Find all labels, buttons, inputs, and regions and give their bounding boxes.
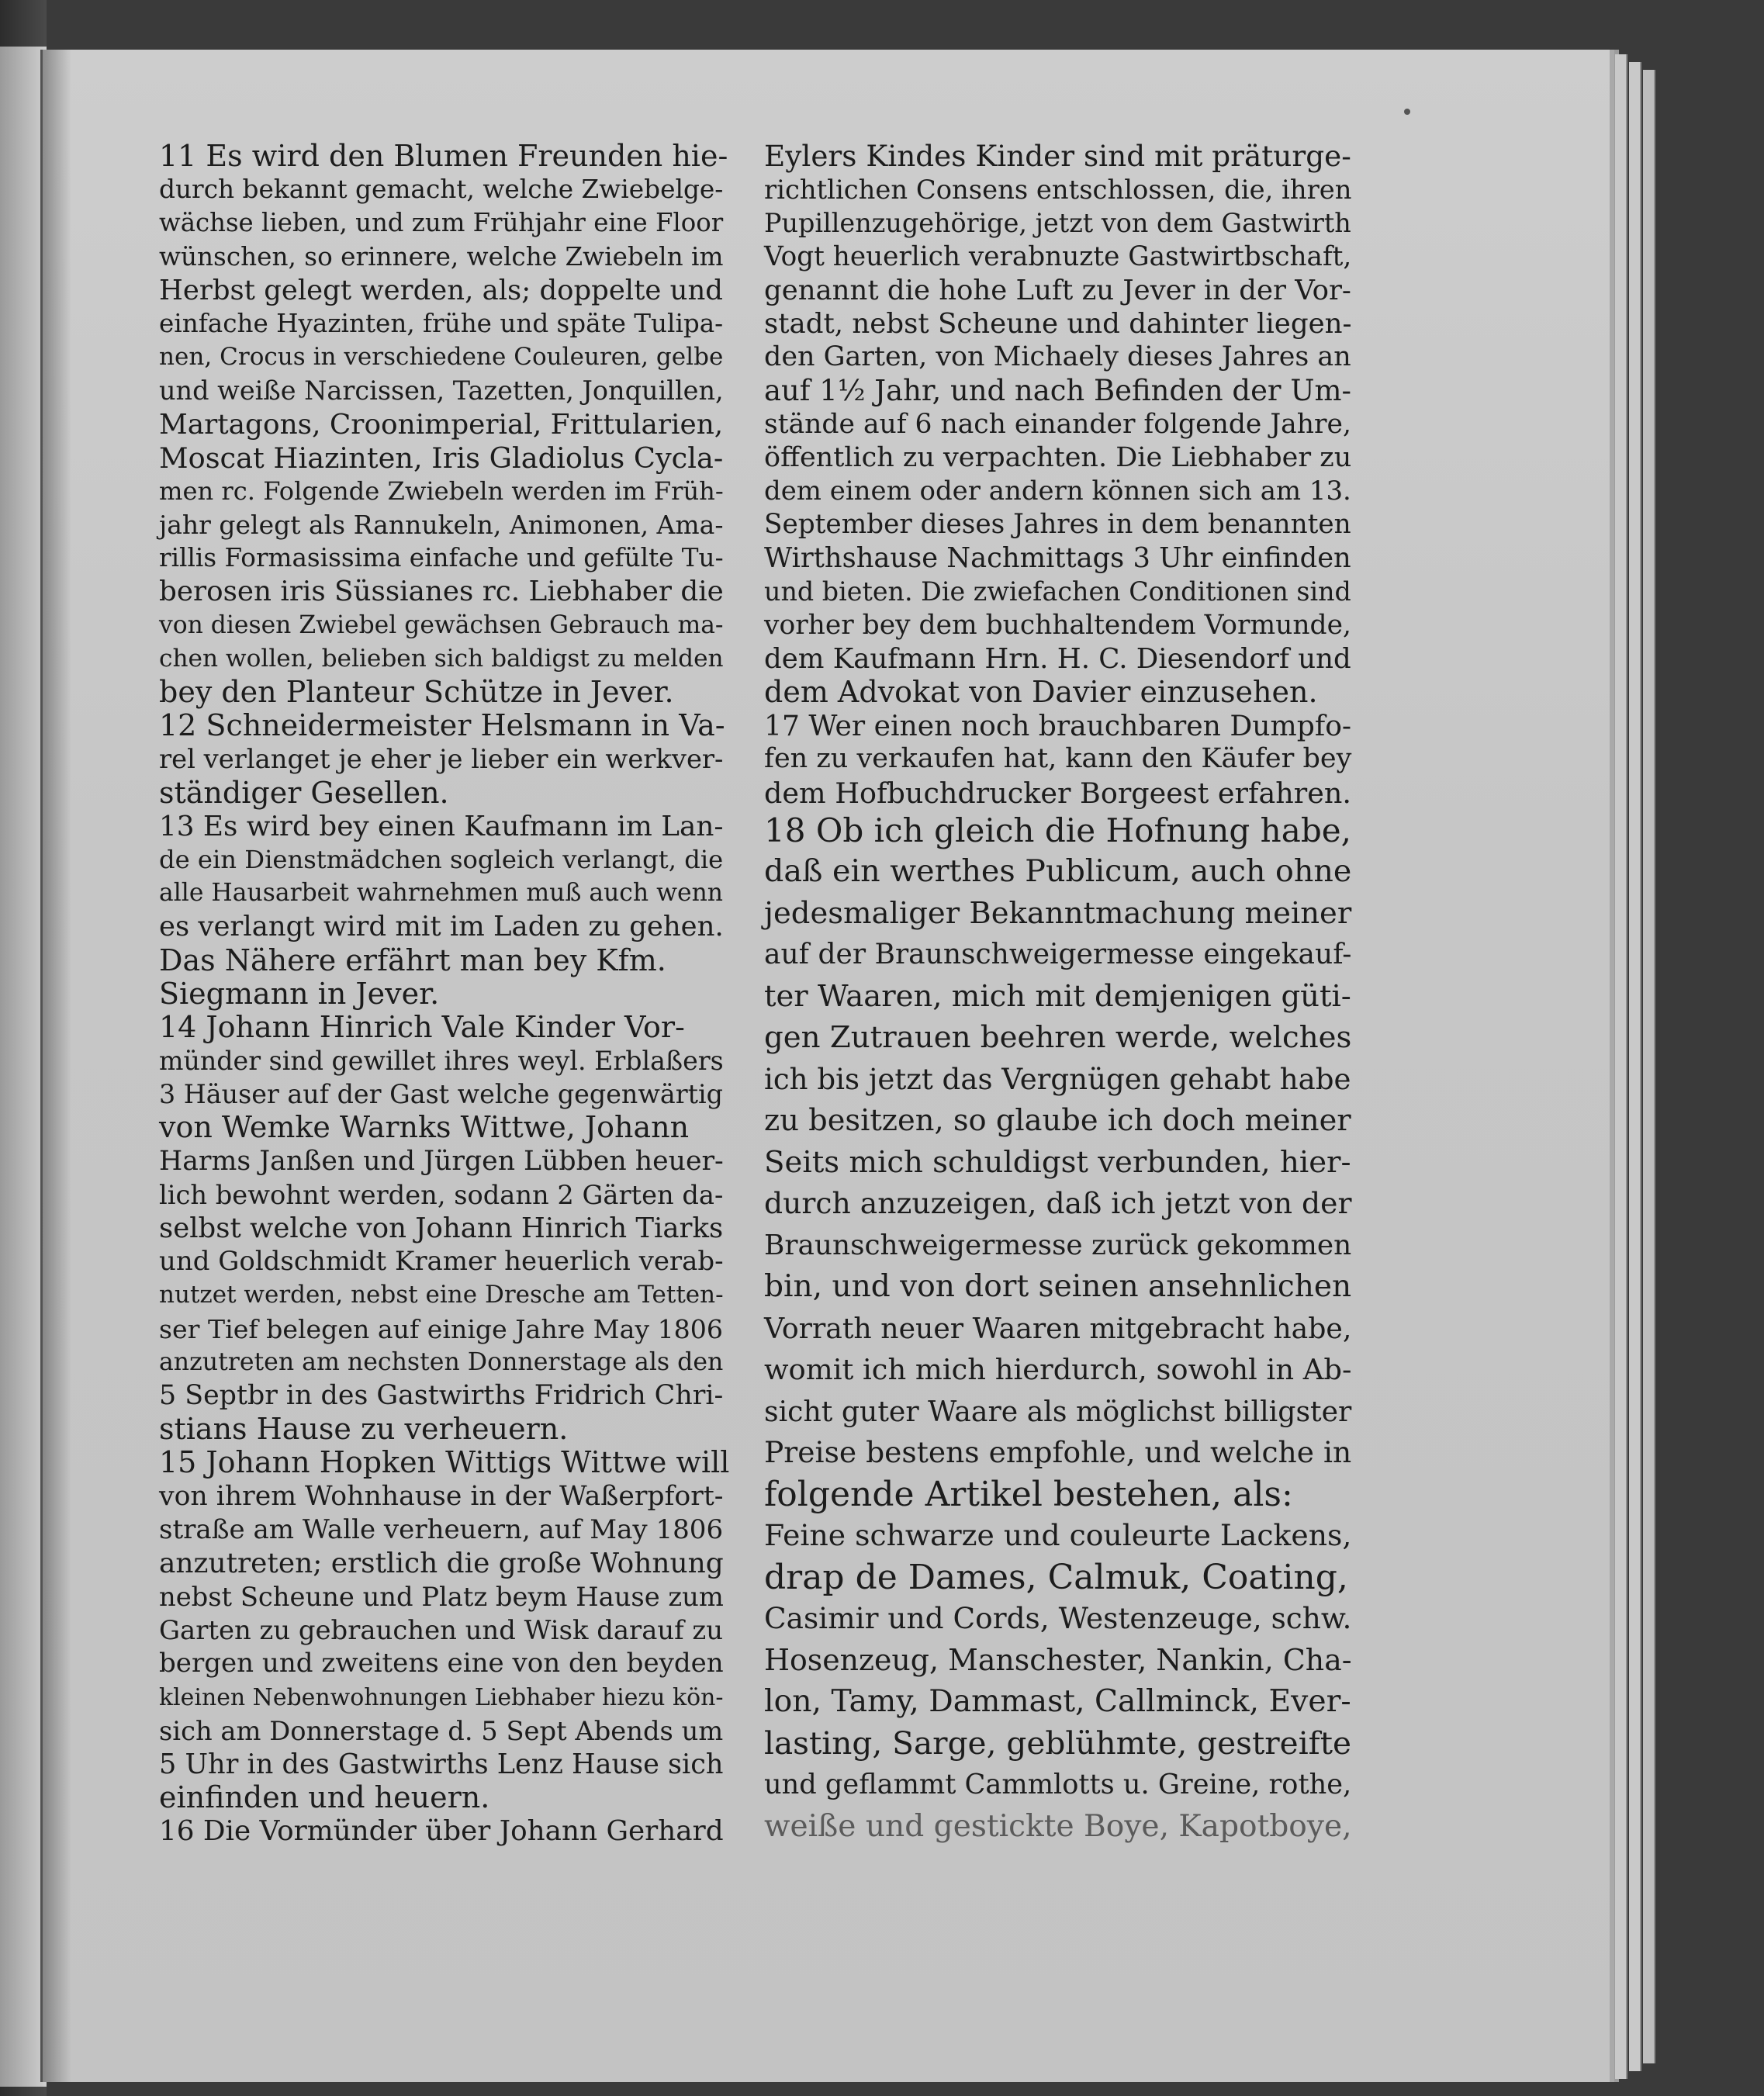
text-line: womit ich mich hierdurch, sowohl in Ab- <box>764 1353 1352 1387</box>
page-stack-edge <box>1615 54 1627 2079</box>
text-line: bergen und zweitens eine von den beyden <box>159 1648 724 1679</box>
text-line: sicht guter Waare als möglichst billigster <box>764 1394 1352 1428</box>
text-line: nutzet werden, nebst eine Dresche am Tetten- <box>159 1281 724 1309</box>
text-line: Hosenzeug, Manschester, Nankin, Cha- <box>764 1642 1352 1677</box>
text-line: den Garten, von Michaely dieses Jahres an <box>764 341 1351 373</box>
text-line: 11 Es wird den Blumen Freunden hie- <box>159 139 728 173</box>
text-line: 15 Johann Hopken Wittigs Wittwe will <box>159 1445 730 1480</box>
text-line: Pupillenzugehörige, jetzt von dem Gastwirth <box>764 208 1351 239</box>
previous-page-edge <box>0 47 47 2087</box>
text-line: 18 Ob ich gleich die Hofnung habe, <box>764 811 1352 849</box>
page-stack-edge <box>1629 62 1641 2071</box>
text-line: weiße und gestickte Boye, Kapotboye, <box>764 1808 1352 1844</box>
page-stack-edge <box>1643 70 1655 2063</box>
text-line: Vorrath neuer Waaren mitgebracht habe, <box>764 1311 1352 1345</box>
text-line: wächse lieben, und zum Frühjahr eine Floor <box>159 208 724 238</box>
text-line: von Wemke Warnks Wittwe, Johann <box>159 1110 690 1145</box>
text-line: 14 Johann Hinrich Vale Kinder Vor- <box>159 1009 685 1044</box>
text-line: Garten zu gebrauchen und Wisk darauf zu <box>159 1615 724 1646</box>
text-line: wünschen, so erinnere, welche Zwiebeln im <box>159 241 724 272</box>
text-line: stians Hause zu verheuern. <box>159 1412 569 1447</box>
text-line: gen Zutrauen beehren werde, welches <box>764 1020 1352 1056</box>
page-mark <box>1404 109 1410 115</box>
text-line: lasting, Sarge, geblühmte, gestreifte <box>764 1724 1352 1762</box>
text-line: münder sind gewillet ihres weyl. Erblaßers <box>159 1046 724 1077</box>
text-line: ich bis jetzt das Vergnügen gehabt habe <box>764 1062 1351 1096</box>
text-line: und bieten. Die zwiefachen Conditionen sind <box>764 576 1351 607</box>
text-line: anzutreten am nechsten Donnerstage als den <box>159 1347 724 1376</box>
text-line: drap de Dames, Calmuk, Coating, <box>764 1557 1348 1597</box>
text-line: Moscat Hiazinten, Iris Gladiolus Cycla- <box>159 441 724 475</box>
text-line: vorher bey dem buchhaltendem Vormunde, <box>764 609 1351 641</box>
text-line: Vogt heuerlich verabnuzte Gastwirtbschaft, <box>764 240 1352 272</box>
text-line: 17 Wer einen noch brauchbaren Dumpfo- <box>764 709 1352 743</box>
text-line: 12 Schneidermeister Helsmann in Va- <box>159 708 725 743</box>
text-line: Martagons, Croonimperial, Frittularien, <box>159 408 724 441</box>
text-line: richtlichen Consens entschlossen, die, ihren <box>764 175 1352 206</box>
text-line: berosen iris Süssianes rc. Liebhaber die <box>159 576 724 608</box>
right-column-advertisement <box>764 810 1358 1848</box>
text-line: fen zu verkaufen hat, kann den Käufer bey <box>764 743 1352 775</box>
text-line: 13 Es wird bey einen Kaufmann im Lan- <box>159 810 724 842</box>
text-line: nebst Scheune und Platz beym Hause zum <box>159 1582 724 1613</box>
text-line: Siegmann in Jever. <box>159 976 440 1011</box>
text-line: und geflammt Cammlotts u. Greine, rothe, <box>764 1769 1352 1801</box>
text-line: men rc. Folgende Zwiebeln werden im Früh- <box>159 476 724 506</box>
text-line: auf 1½ Jahr, und nach Befinden der Um- <box>764 374 1351 408</box>
text-line: Preise bestens empfohle, und welche in <box>764 1435 1352 1470</box>
text-line: Casimir und Cords, Westenzeuge, schw. <box>764 1601 1352 1636</box>
text-line: 3 Häuser auf der Gast welche gegenwärtig <box>159 1079 723 1110</box>
text-line: ser Tief belegen auf einige Jahre May 1806 <box>159 1313 723 1344</box>
text-line: September dieses Jahres in dem benannten <box>764 509 1351 541</box>
text-line: Wirthshause Nachmittags 3 Uhr einfinden <box>764 542 1351 575</box>
text-line: zu besitzen, so glaube ich doch meiner <box>764 1103 1351 1139</box>
text-line: Braunschweigermesse zurück gekommen <box>764 1229 1352 1261</box>
text-line: chen wollen, belieben sich baldigst zu melden <box>159 644 724 673</box>
text-line: rel verlanget je eher je lieber ein werkver- <box>159 744 724 775</box>
text-line: lon, Tamy, Dammast, Callminck, Ever- <box>764 1684 1351 1720</box>
text-line: von diesen Zwiebel gewächsen Gebrauch ma- <box>159 610 724 639</box>
text-line: 16 Die Vormünder über Johann Gerhard <box>159 1815 724 1848</box>
text-line: daß ein werthes Publicum, auch ohne <box>764 853 1352 890</box>
text-line: einfinden und heuern. <box>159 1780 490 1815</box>
text-line: Herbst gelegt werden, als; doppelte und <box>159 274 723 306</box>
text-line: dem Hofbuchdrucker Borgeest erfahren. <box>764 776 1351 810</box>
text-line: lich bewohnt werden, sodann 2 Gärten da- <box>159 1179 724 1210</box>
text-line: auf der Braunschweigermesse eingekauf- <box>764 939 1352 971</box>
text-line: ständiger Gesellen. <box>159 775 449 810</box>
text-line: alle Hausarbeit wahrnehmen muß auch wenn <box>159 879 724 908</box>
text-line: 5 Septbr in des Gastwirths Fridrich Chri- <box>159 1379 724 1411</box>
text-line: nen, Crocus in verschiedene Couleuren, gelbe <box>159 343 724 372</box>
text-line: anzutreten; erstlich die große Wohnung <box>159 1547 724 1579</box>
text-line: es verlangt wird mit im Laden zu gehen. <box>159 911 724 943</box>
spine-shadow <box>40 50 71 2082</box>
text-line: öffentlich zu verpachten. Die Liebhaber zu <box>764 441 1352 473</box>
text-line: jedesmaliger Bekanntmachung meiner <box>764 895 1352 931</box>
text-line: dem Kaufmann Hrn. H. C. Diesendorf und <box>764 642 1351 675</box>
text-line: Feine schwarze und couleurte Lackens, <box>764 1518 1352 1553</box>
text-line: rillis Formasissima einfache und gefülte Tu- <box>159 543 724 573</box>
right-column-notices <box>764 140 1358 810</box>
text-line: straße am Walle verheuern, auf May 1806 <box>159 1513 724 1545</box>
text-line: bey den Planteur Schütze in Jever. <box>159 675 674 709</box>
text-line: dem Advokat von Davier einzusehen. <box>764 675 1318 709</box>
text-line: durch anzuzeigen, daß ich jetzt von der <box>764 1186 1352 1221</box>
text-line: genannt die hohe Luft zu Jever in der Vor- <box>764 274 1351 306</box>
text-line: jahr gelegt als Rannukeln, Animonen, Ama- <box>159 510 724 541</box>
text-line: sich am Donnerstage d. 5 Sept Abends um <box>159 1715 724 1746</box>
text-line: durch bekannt gemacht, welche Zwiebelge- <box>159 175 724 205</box>
text-line: bin, und von dort seinen ansehnlichen <box>764 1269 1352 1305</box>
text-line: folgende Artikel bestehen, als: <box>764 1474 1293 1514</box>
right-column <box>764 140 1358 1847</box>
text-line: einfache Hyazinten, frühe und späte Tulipa- <box>159 308 724 338</box>
text-line: Harms Janßen und Jürgen Lübben heuer- <box>159 1145 724 1177</box>
text-line: ter Waaren, mich mit demjenigen güti- <box>764 978 1351 1014</box>
text-line: und weiße Narcissen, Tazetten, Jonquillen, <box>159 375 724 406</box>
text-line: Eylers Kindes Kinder sind mit präturge- <box>764 139 1351 173</box>
text-line: selbst welche von Johann Hinrich Tiarks <box>159 1212 724 1244</box>
text-line: Seits mich schuldigst verbunden, hier- <box>764 1144 1351 1180</box>
text-line: Das Nähere erfährt man bey Kfm. <box>159 943 666 977</box>
text-line: kleinen Nebenwohnungen Liebhaber hiezu kön- <box>159 1683 724 1711</box>
text-line: 5 Uhr in des Gastwirths Lenz Hause sich <box>159 1748 724 1780</box>
text-line: von ihrem Wohnhause in der Waßerpfort- <box>159 1480 724 1512</box>
text-line: stadt, nebst Scheune und dahinter liegen- <box>764 307 1352 340</box>
text-line: de ein Dienstmädchen sogleich verlangt, die <box>159 844 724 874</box>
text-line: und Goldschmidt Kramer heuerlich verab- <box>159 1246 724 1278</box>
text-line: stände auf 6 nach einander folgende Jahre, <box>764 408 1351 440</box>
left-column <box>159 140 729 1849</box>
text-line: dem einem oder andern können sich am 13. <box>764 476 1351 507</box>
